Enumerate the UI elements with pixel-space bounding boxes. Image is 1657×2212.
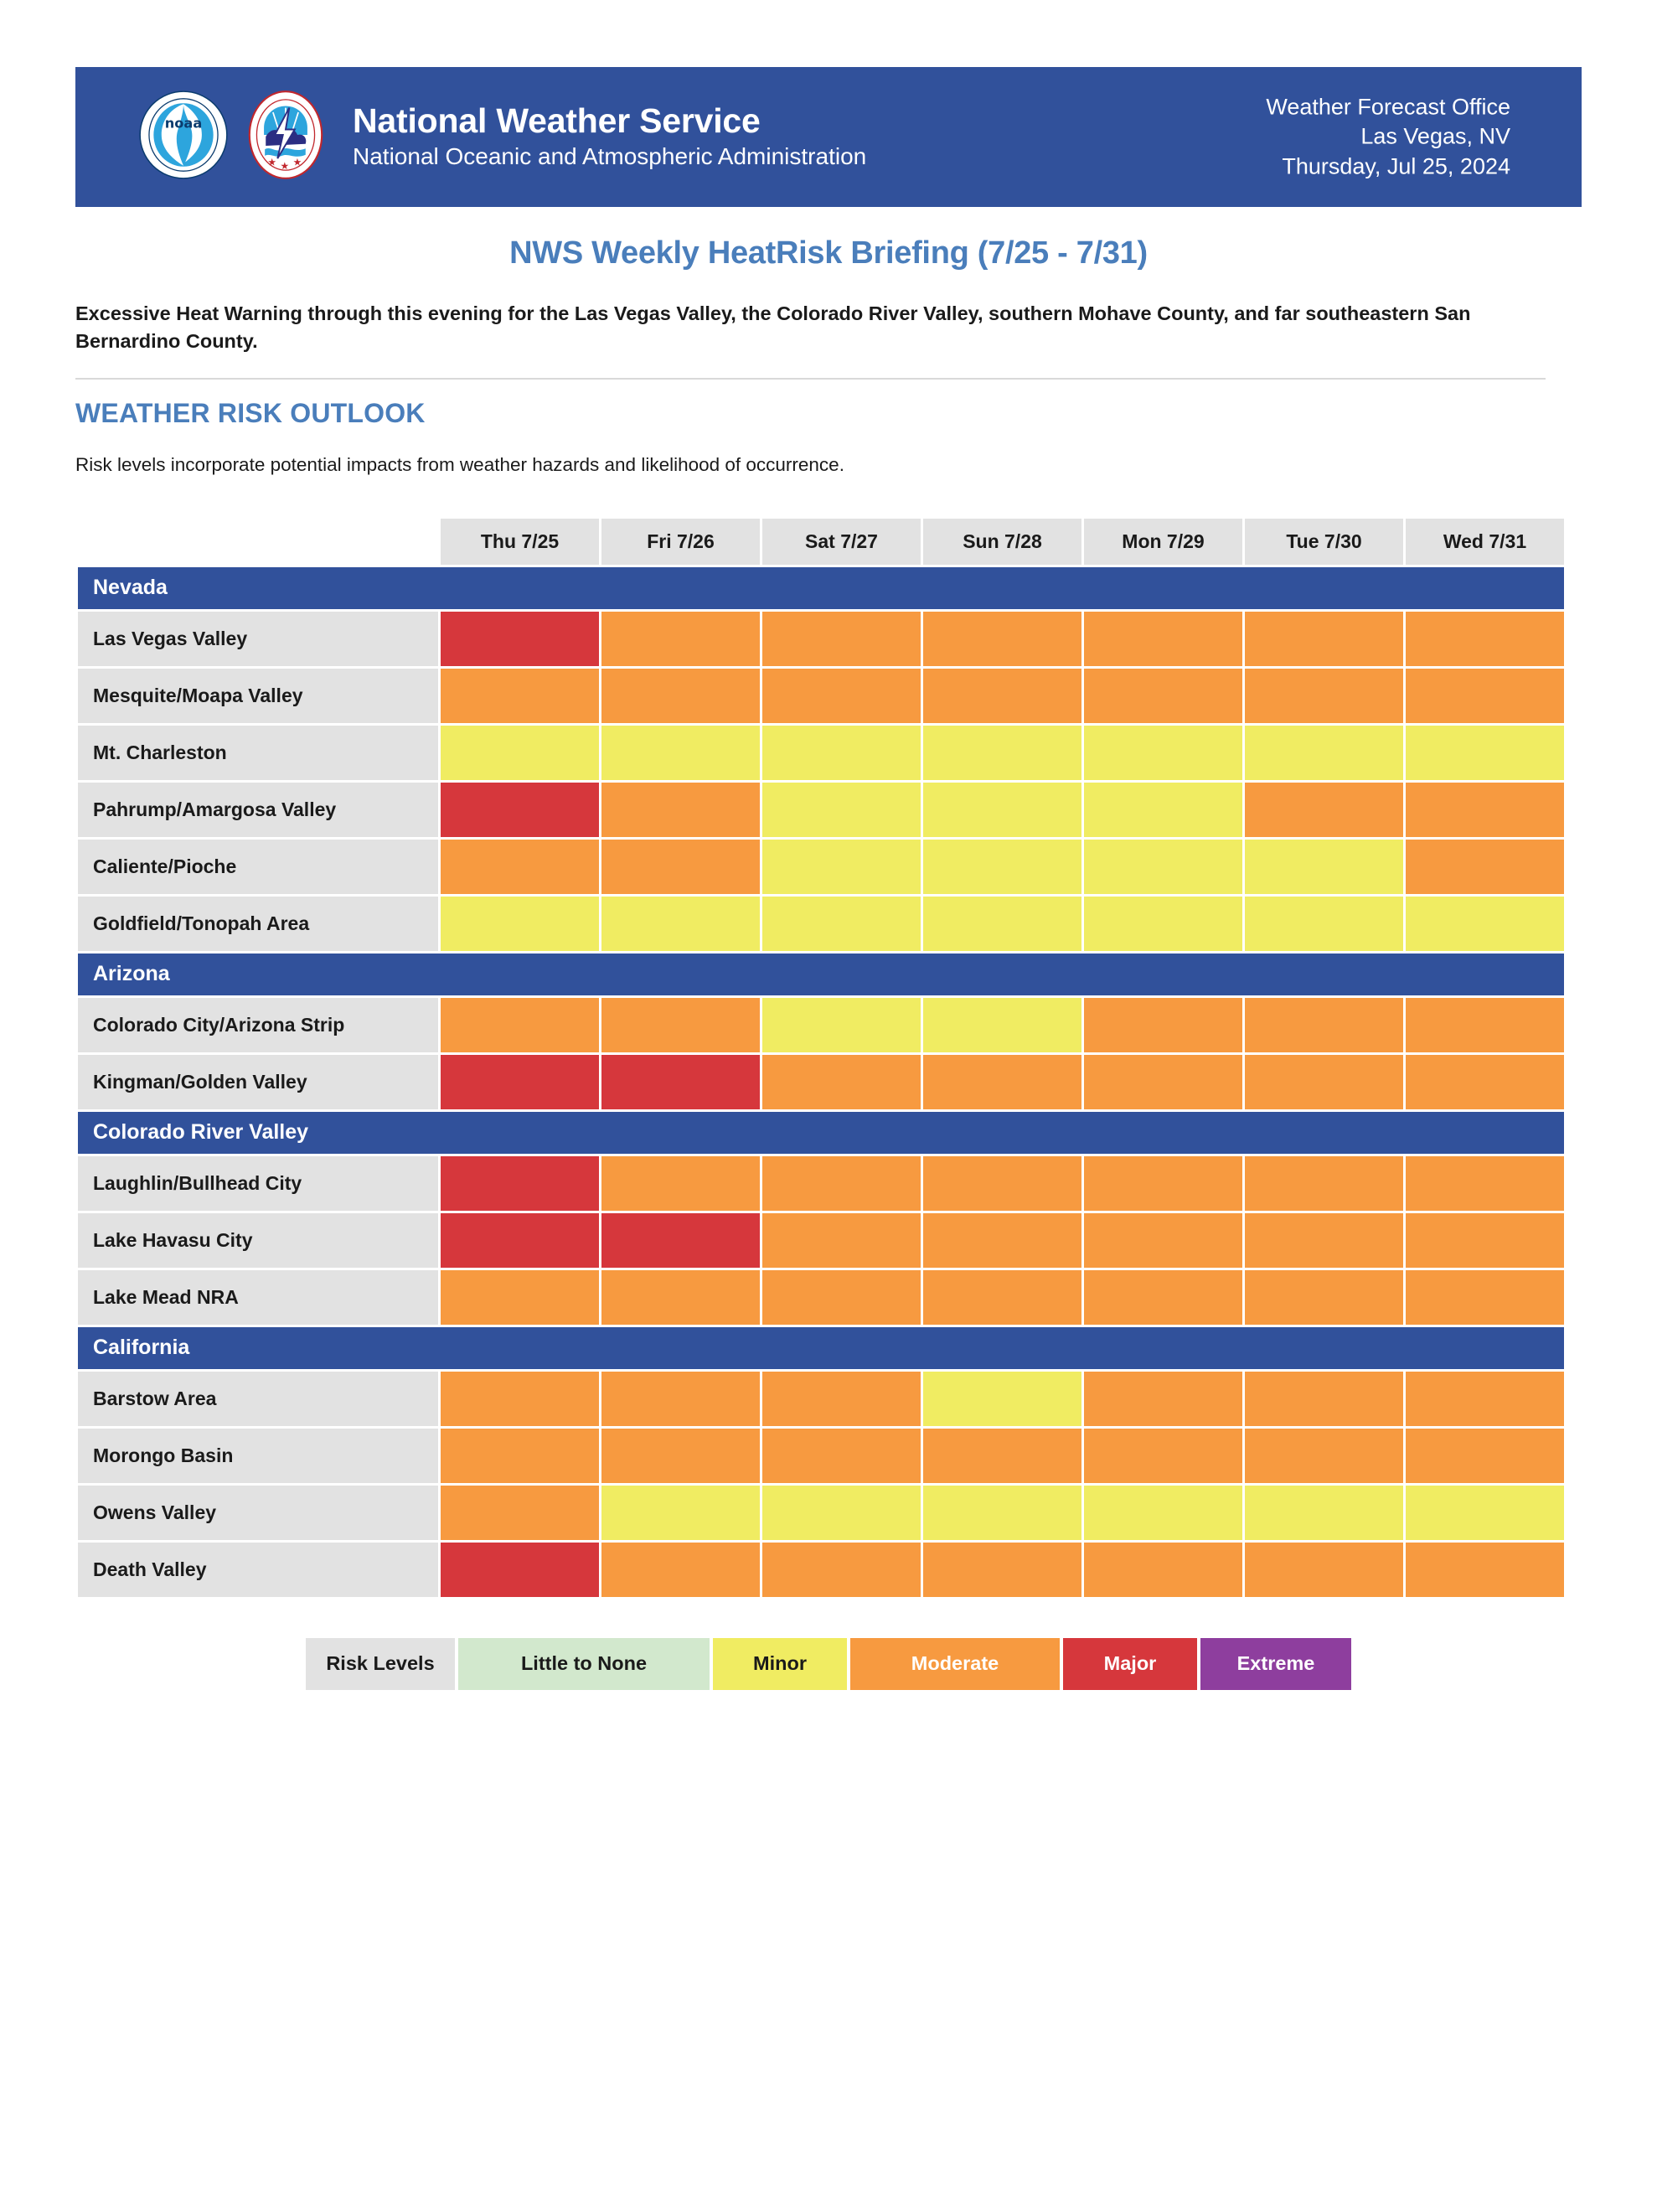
risk-cell-moderate: [601, 1543, 760, 1597]
region-label: Pahrump/Amargosa Valley: [78, 783, 438, 837]
risk-cell-moderate: [1245, 1213, 1403, 1268]
table-row: [78, 1055, 1564, 1109]
legend-item-little-to-none: Little to None: [458, 1638, 710, 1690]
risk-cell-moderate: [1084, 1055, 1242, 1109]
table-row: [78, 1270, 1564, 1325]
risk-cell-moderate: [441, 998, 599, 1052]
risk-cell-moderate: [1245, 1055, 1403, 1109]
risk-cell-moderate: [601, 840, 760, 894]
table-row: [78, 998, 1564, 1052]
region-label: Owens Valley: [78, 1486, 438, 1540]
risk-cell-minor: [923, 783, 1081, 837]
risk-cell-minor: [441, 726, 599, 780]
table-row: [78, 897, 1564, 951]
risk-cell-moderate: [601, 1270, 760, 1325]
risk-cell-moderate: [1406, 1372, 1564, 1426]
risk-cell-minor: [762, 840, 921, 894]
risk-cell-minor: [762, 998, 921, 1052]
risk-cell-moderate: [601, 669, 760, 723]
risk-cell-moderate: [923, 1156, 1081, 1211]
logo-group: [138, 90, 331, 184]
legend-item-extreme: Extreme: [1200, 1638, 1351, 1690]
region-label: Las Vegas Valley: [78, 612, 438, 666]
svg-text:★: ★: [267, 156, 277, 168]
risk-cell-moderate: [601, 998, 760, 1052]
table-row: [78, 1213, 1564, 1268]
region-label: Laughlin/Bullhead City: [78, 1156, 438, 1211]
risk-cell-minor: [1084, 1486, 1242, 1540]
risk-cell-moderate: [1245, 1429, 1403, 1483]
excessive-heat-warning-text: Excessive Heat Warning through this evening for the Las Vegas Valley, the Colorado River Valley, southern Mohave County, and far southeastern San Bernardino County.: [75, 302, 1471, 353]
risk-cell-moderate: [441, 1270, 599, 1325]
risk-cell-moderate: [762, 1543, 921, 1597]
risk-cell-major: [441, 783, 599, 837]
issue-date: Thursday, Jul 25, 2024: [1282, 153, 1510, 179]
legend-item-major: Major: [1063, 1638, 1197, 1690]
risk-cell-moderate: [441, 669, 599, 723]
risk-cell-moderate: [1406, 612, 1564, 666]
risk-cell-minor: [923, 1486, 1081, 1540]
risk-cell-moderate: [1084, 1372, 1242, 1426]
legend-item-moderate: Moderate: [850, 1638, 1060, 1690]
svg-text:★: ★: [280, 160, 290, 173]
risk-cell-minor: [601, 897, 760, 951]
risk-cell-minor: [1406, 1486, 1564, 1540]
column-header-day: Mon 7/29: [1084, 519, 1242, 565]
risk-cell-moderate: [1084, 1270, 1242, 1325]
group-label: Arizona: [78, 954, 1564, 995]
table-body: [78, 567, 1564, 1597]
risk-cell-moderate: [923, 1055, 1081, 1109]
table-row: [78, 726, 1564, 780]
office-name: Weather Forecast Office: [1266, 94, 1510, 120]
group-label: Colorado River Valley: [78, 1112, 1564, 1154]
risk-cell-moderate: [762, 1055, 921, 1109]
office-location: Las Vegas, NV: [1360, 123, 1510, 149]
table-row: [78, 669, 1564, 723]
risk-cell-major: [601, 1055, 760, 1109]
risk-cell-moderate: [601, 1429, 760, 1483]
risk-cell-major: [441, 1543, 599, 1597]
risk-cell-minor: [923, 1372, 1081, 1426]
risk-cell-moderate: [1245, 669, 1403, 723]
risk-cell-moderate: [1245, 1543, 1403, 1597]
risk-cell-moderate: [1406, 783, 1564, 837]
risk-cell-moderate: [923, 1543, 1081, 1597]
risk-cell-minor: [1245, 726, 1403, 780]
region-label: Death Valley: [78, 1543, 438, 1597]
risk-cell-minor: [1084, 726, 1242, 780]
risk-cell-moderate: [1084, 998, 1242, 1052]
risk-cell-moderate: [1406, 1213, 1564, 1268]
svg-text:★: ★: [292, 156, 302, 168]
table-row: [78, 612, 1564, 666]
risk-cell-moderate: [1406, 1156, 1564, 1211]
risk-cell-moderate: [1406, 669, 1564, 723]
risk-cell-moderate: [762, 1213, 921, 1268]
table-row: [78, 1372, 1564, 1426]
risk-cell-moderate: [441, 1429, 599, 1483]
risk-cell-moderate: [762, 1270, 921, 1325]
header-corner-blank: [78, 519, 438, 565]
risk-cell-minor: [762, 897, 921, 951]
risk-cell-moderate: [1406, 1270, 1564, 1325]
table-header-row: [78, 519, 1564, 565]
column-header-day: Tue 7/30: [1245, 519, 1403, 565]
risk-cell-moderate: [601, 612, 760, 666]
risk-cell-minor: [1245, 897, 1403, 951]
risk-outlook-description: Risk levels incorporate potential impacts from weather hazards and likelihood of occurrence.: [75, 453, 844, 475]
risk-cell-moderate: [1245, 1372, 1403, 1426]
risk-cell-major: [441, 1213, 599, 1268]
nws-logo-icon: [240, 90, 331, 184]
region-label: Lake Havasu City: [78, 1213, 438, 1268]
risk-cell-moderate: [762, 1156, 921, 1211]
risk-cell-major: [441, 1156, 599, 1211]
risk-cell-minor: [762, 783, 921, 837]
weather-risk-outlook-heading: WEATHER RISK OUTLOOK: [75, 397, 426, 428]
risk-cell-moderate: [601, 1372, 760, 1426]
weather-risk-table: [75, 516, 1567, 1600]
risk-cell-moderate: [1245, 783, 1403, 837]
risk-cell-moderate: [441, 840, 599, 894]
table-group-row: [78, 954, 1564, 995]
risk-cell-minor: [601, 726, 760, 780]
risk-cell-minor: [1406, 897, 1564, 951]
region-label: Kingman/Golden Valley: [78, 1055, 438, 1109]
column-header-day: Fri 7/26: [601, 519, 760, 565]
risk-cell-minor: [601, 1486, 760, 1540]
divider: [75, 378, 1546, 380]
agency-title: National Weather Service: [353, 101, 761, 140]
risk-cell-moderate: [441, 1372, 599, 1426]
column-header-day: Sat 7/27: [762, 519, 921, 565]
legend-title: Risk Levels: [306, 1638, 455, 1690]
risk-cell-moderate: [1245, 1270, 1403, 1325]
risk-cell-moderate: [1406, 840, 1564, 894]
risk-cell-minor: [923, 998, 1081, 1052]
column-header-day: Sun 7/28: [923, 519, 1081, 565]
briefing-page: [0, 67, 1657, 2212]
risk-cell-moderate: [923, 1429, 1081, 1483]
table-group-row: [78, 1327, 1564, 1369]
page-title: NWS Weekly HeatRisk Briefing (7/25 - 7/31): [509, 235, 1148, 271]
risk-cell-moderate: [1084, 1213, 1242, 1268]
region-label: Barstow Area: [78, 1372, 438, 1426]
risk-cell-moderate: [1406, 1543, 1564, 1597]
legend-item-minor: Minor: [713, 1638, 847, 1690]
risk-cell-minor: [1245, 840, 1403, 894]
region-label: Caliente/Pioche: [78, 840, 438, 894]
risk-cell-major: [441, 612, 599, 666]
region-label: Goldfield/Tonopah Area: [78, 897, 438, 951]
risk-cell-major: [601, 1213, 760, 1268]
risk-cell-minor: [1084, 897, 1242, 951]
table-row: [78, 1156, 1564, 1211]
column-header-day: Thu 7/25: [441, 519, 599, 565]
risk-level-legend: [75, 1638, 1582, 1690]
table-row: [78, 1486, 1564, 1540]
risk-cell-moderate: [923, 1213, 1081, 1268]
risk-cell-minor: [1084, 783, 1242, 837]
table-row: [78, 1543, 1564, 1597]
risk-cell-minor: [923, 897, 1081, 951]
table-group-row: [78, 567, 1564, 609]
risk-cell-moderate: [441, 1486, 599, 1540]
risk-cell-moderate: [1245, 612, 1403, 666]
risk-cell-moderate: [1084, 1156, 1242, 1211]
nws-header-banner: [75, 67, 1582, 207]
risk-cell-moderate: [923, 612, 1081, 666]
risk-cell-moderate: [1245, 1156, 1403, 1211]
table-row: [78, 1429, 1564, 1483]
forecast-office-info: [1266, 92, 1510, 182]
table-header: [78, 519, 1564, 565]
risk-cell-moderate: [1084, 1429, 1242, 1483]
risk-cell-moderate: [923, 669, 1081, 723]
region-label: Mesquite/Moapa Valley: [78, 669, 438, 723]
risk-cell-minor: [1406, 726, 1564, 780]
risk-cell-minor: [1084, 840, 1242, 894]
region-label: Lake Mead NRA: [78, 1270, 438, 1325]
risk-cell-minor: [762, 726, 921, 780]
risk-cell-moderate: [762, 1372, 921, 1426]
risk-cell-moderate: [1084, 1543, 1242, 1597]
agency-subtitle: National Oceanic and Atmospheric Administration: [353, 143, 867, 170]
risk-cell-moderate: [762, 669, 921, 723]
risk-cell-moderate: [1084, 669, 1242, 723]
risk-cell-moderate: [1084, 612, 1242, 666]
svg-text:noaa: noaa: [164, 115, 203, 132]
risk-cell-moderate: [923, 1270, 1081, 1325]
banner-title-block: [353, 103, 866, 171]
noaa-logo-icon: [138, 90, 229, 184]
risk-cell-minor: [1245, 1486, 1403, 1540]
risk-cell-moderate: [601, 1156, 760, 1211]
risk-cell-minor: [923, 840, 1081, 894]
table-group-row: [78, 1112, 1564, 1154]
table-row: [78, 840, 1564, 894]
risk-cell-moderate: [1406, 998, 1564, 1052]
risk-cell-moderate: [1245, 998, 1403, 1052]
group-label: Nevada: [78, 567, 1564, 609]
region-label: Colorado City/Arizona Strip: [78, 998, 438, 1052]
risk-cell-minor: [762, 1486, 921, 1540]
risk-cell-minor: [923, 726, 1081, 780]
risk-cell-major: [441, 1055, 599, 1109]
risk-cell-moderate: [1406, 1055, 1564, 1109]
region-label: Mt. Charleston: [78, 726, 438, 780]
risk-cell-moderate: [601, 783, 760, 837]
risk-cell-moderate: [762, 612, 921, 666]
region-label: Morongo Basin: [78, 1429, 438, 1483]
risk-cell-minor: [441, 897, 599, 951]
risk-cell-moderate: [762, 1429, 921, 1483]
column-header-day: Wed 7/31: [1406, 519, 1564, 565]
group-label: California: [78, 1327, 1564, 1369]
risk-cell-moderate: [1406, 1429, 1564, 1483]
table-row: [78, 783, 1564, 837]
